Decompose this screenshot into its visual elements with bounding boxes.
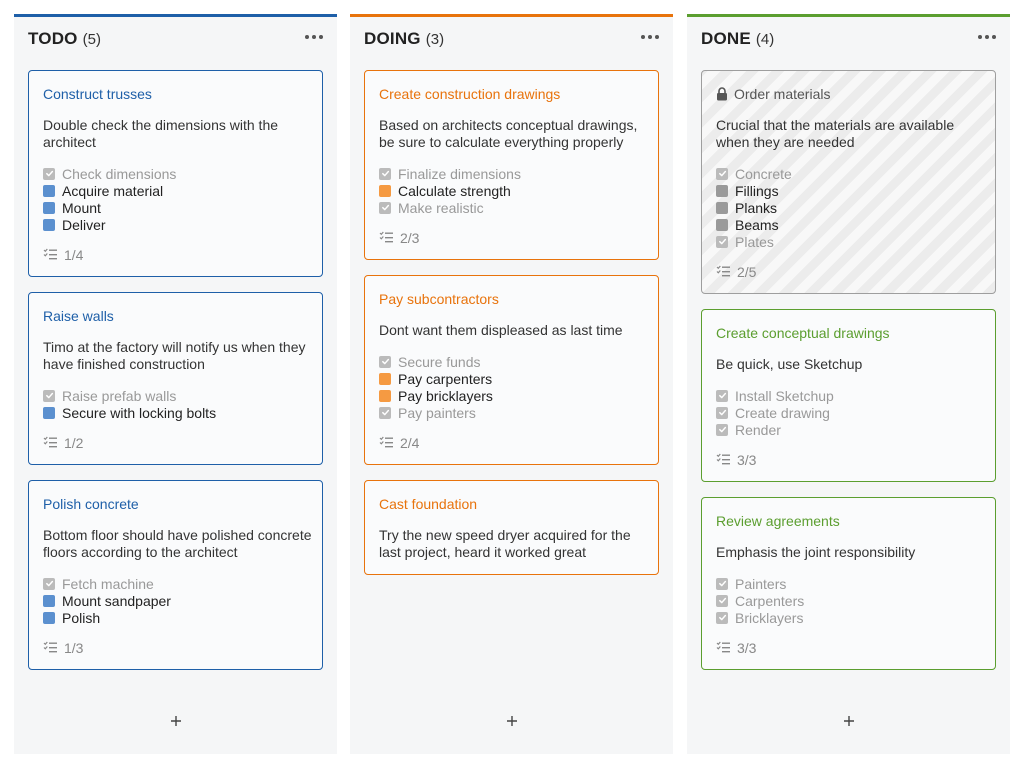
card-title-text: Raise walls (43, 308, 114, 324)
checklist-item[interactable] (43, 575, 154, 592)
task-card[interactable] (701, 70, 996, 294)
checklist-item[interactable] (43, 387, 176, 404)
card-title[interactable] (716, 325, 890, 341)
checklist-item-label: Create drawing (735, 404, 830, 421)
card-title[interactable] (716, 86, 830, 102)
checklist-item-label: Deliver (62, 216, 106, 233)
column-title: TODO (28, 29, 78, 48)
checklist-item-label: Secure funds (398, 353, 481, 370)
checkbox-unchecked-icon[interactable] (379, 185, 391, 197)
checklist-item[interactable] (716, 404, 830, 421)
checklist-item-label: Check dimensions (62, 165, 177, 182)
card-description: Double check the dimensions with the architect (43, 117, 279, 150)
checklist-item-label: Finalize dimensions (398, 165, 521, 182)
progress-count: 1/2 (64, 435, 84, 451)
checklist-item-label: Concrete (735, 165, 792, 182)
card-title-text: Create construction drawings (379, 86, 561, 102)
checklist-item-label: Acquire material (62, 182, 164, 199)
card-description: Dont want them displeased as last time (379, 322, 623, 338)
checkbox-checked-icon[interactable] (716, 407, 728, 419)
card-title-text: Order materials (734, 86, 831, 102)
checkbox-checked-icon[interactable] (379, 202, 391, 214)
checklist-progress (43, 247, 83, 263)
card-title-text: Create conceptual drawings (716, 325, 890, 341)
checklist-item[interactable] (43, 165, 176, 182)
checklist-progress (379, 230, 419, 246)
checklist-progress (716, 264, 756, 280)
checklist-item-label: Planks (735, 199, 778, 216)
checklist-item[interactable] (379, 353, 481, 370)
card-description: Crucial that the materials are available when they are needed (716, 117, 955, 150)
card-title-text: Cast foundation (379, 496, 478, 512)
card-title[interactable] (716, 513, 840, 529)
checklist-progress (43, 640, 83, 656)
checklist-item-label: Raise prefab walls (62, 387, 177, 404)
checklist-item[interactable] (716, 421, 781, 438)
checkbox-checked-icon[interactable] (716, 236, 728, 248)
task-card[interactable] (28, 70, 323, 277)
checkbox-checked-icon[interactable] (716, 168, 728, 180)
checklist-icon (379, 435, 394, 451)
checkbox-unchecked-icon[interactable] (716, 202, 728, 214)
task-card[interactable] (364, 480, 659, 575)
checkbox-unchecked-icon[interactable] (716, 219, 728, 231)
lock-icon (716, 87, 728, 101)
checklist-item-label: Pay carpenters (398, 370, 493, 387)
checklist-item-label: Plates (735, 233, 774, 250)
checkbox-checked-icon[interactable] (716, 424, 728, 436)
checkbox-checked-icon[interactable] (43, 168, 55, 180)
card-description: Bottom floor should have polished concrete floors according to the architect (43, 527, 312, 560)
checklist-item-label: Render (735, 421, 781, 438)
checklist-item[interactable] (716, 575, 786, 592)
column-card-count: (3) (425, 30, 445, 48)
column-done (687, 14, 1010, 754)
card-list (701, 70, 996, 692)
checklist-item[interactable] (43, 404, 216, 421)
checkbox-checked-icon[interactable] (43, 390, 55, 402)
plus-icon (170, 714, 182, 732)
checklist-item[interactable] (43, 182, 163, 199)
checkbox-unchecked-icon[interactable] (43, 202, 55, 214)
checklist-item[interactable] (716, 233, 774, 250)
checkbox-checked-icon[interactable] (716, 612, 728, 624)
checklist-item[interactable] (716, 182, 779, 199)
checklist-icon (43, 640, 58, 656)
column-header (687, 17, 1010, 61)
card-description: Based on architects conceptual drawings, be sure to calculate everything properly (379, 117, 638, 150)
checklist-item[interactable] (716, 592, 804, 609)
checklist-item-label: Fetch machine (62, 575, 154, 592)
checklist-icon (716, 452, 731, 468)
progress-count: 1/3 (64, 640, 84, 656)
checklist-item[interactable] (379, 370, 492, 387)
checklist-item-label: Beams (735, 216, 779, 233)
card-title-text: Polish concrete (43, 496, 139, 512)
checkbox-unchecked-icon[interactable] (43, 185, 55, 197)
card-description: Try the new speed dryer acquired for the last project, heard it worked great (379, 527, 631, 560)
progress-count: 2/4 (400, 435, 420, 451)
card-title[interactable] (43, 86, 152, 102)
more-horizontal-icon[interactable] (305, 30, 323, 44)
card-description: Timo at the factory will notify us when they have finished construction (43, 339, 306, 372)
checkbox-unchecked-icon[interactable] (716, 185, 728, 197)
checklist-item[interactable] (379, 182, 511, 199)
card-description: Be quick, use Sketchup (716, 356, 863, 372)
add-card-button[interactable] (687, 704, 1010, 742)
checklist-item-label: Make realistic (398, 199, 484, 216)
add-card-button[interactable] (14, 704, 337, 742)
checklist-icon (43, 435, 58, 451)
card-title-text: Pay subcontractors (379, 291, 499, 307)
plus-icon (843, 714, 855, 732)
task-card[interactable] (28, 292, 323, 465)
card-list (364, 70, 659, 692)
more-horizontal-icon[interactable] (641, 30, 659, 44)
checklist-item-label: Painters (735, 575, 787, 592)
checklist-progress (716, 452, 756, 468)
add-card-button[interactable] (350, 704, 673, 742)
progress-count: 3/3 (737, 640, 757, 656)
column-header (350, 17, 673, 61)
checklist-icon (379, 230, 394, 246)
checklist-item-label: Mount (62, 199, 101, 216)
checklist-icon (43, 247, 58, 263)
checklist-item[interactable] (716, 199, 777, 216)
checkbox-unchecked-icon[interactable] (43, 219, 55, 231)
column-card-count: (5) (82, 30, 101, 48)
checklist-item[interactable] (43, 199, 101, 216)
column-card-count: (4) (755, 30, 775, 48)
checkbox-checked-icon[interactable] (716, 390, 728, 402)
checklist-icon (716, 640, 731, 656)
checklist-item-label: Carpenters (735, 592, 805, 609)
checkbox-checked-icon[interactable] (716, 595, 728, 607)
more-horizontal-icon[interactable] (978, 30, 996, 44)
checkbox-unchecked-icon[interactable] (379, 390, 391, 402)
column-title: DONE (701, 29, 751, 48)
card-title[interactable] (43, 496, 139, 512)
card-title[interactable] (379, 496, 477, 512)
checklist-item[interactable] (43, 609, 100, 626)
checklist-item[interactable] (379, 165, 521, 182)
progress-count: 2/3 (400, 230, 420, 246)
column-doing (350, 14, 673, 754)
checklist-item[interactable] (716, 387, 834, 404)
checklist-item-label: Pay bricklayers (398, 387, 493, 404)
checklist-item[interactable] (379, 387, 493, 404)
checklist-progress (716, 640, 756, 656)
plus-icon (506, 714, 518, 732)
checkbox-unchecked-icon[interactable] (379, 373, 391, 385)
column-todo (14, 14, 337, 754)
checkbox-unchecked-icon[interactable] (43, 595, 55, 607)
checkbox-checked-icon[interactable] (716, 578, 728, 590)
checklist-item[interactable] (716, 216, 779, 233)
checkbox-unchecked-icon[interactable] (43, 407, 55, 419)
card-title[interactable] (379, 86, 560, 102)
checkbox-checked-icon[interactable] (379, 356, 391, 368)
checklist-item-label: Secure with locking bolts (62, 404, 217, 421)
task-card[interactable] (701, 309, 996, 482)
card-title-text: Review agreements (716, 513, 840, 529)
checkbox-checked-icon[interactable] (379, 168, 391, 180)
progress-count: 1/4 (64, 247, 84, 263)
checklist-item-label: Polish (62, 609, 101, 626)
checklist-item[interactable] (379, 404, 476, 421)
card-title-text: Construct trusses (43, 86, 152, 102)
checklist-icon (716, 264, 731, 280)
column-header (14, 17, 337, 61)
task-card[interactable] (364, 70, 659, 260)
checklist-item-label: Fillings (735, 182, 779, 199)
column-title: DOING (364, 29, 421, 48)
checklist-item-label: Pay painters (398, 404, 476, 421)
progress-count: 3/3 (737, 452, 757, 468)
task-card[interactable] (701, 497, 996, 670)
task-card[interactable] (28, 480, 323, 670)
progress-count: 2/5 (737, 264, 757, 280)
card-title[interactable] (379, 291, 499, 307)
checklist-item[interactable] (43, 592, 171, 609)
checkbox-checked-icon[interactable] (379, 407, 391, 419)
checklist-item-label: Calculate strength (398, 182, 511, 199)
checklist-item-label: Mount sandpaper (62, 592, 171, 609)
checklist-item-label: Bricklayers (735, 609, 804, 626)
card-list (28, 70, 323, 692)
card-title[interactable] (43, 308, 114, 324)
checkbox-unchecked-icon[interactable] (43, 612, 55, 624)
checklist-item[interactable] (716, 165, 792, 182)
checklist-progress (379, 435, 419, 451)
checklist-progress (43, 435, 83, 451)
checklist-item-label: Install Sketchup (735, 387, 834, 404)
checkbox-checked-icon[interactable] (43, 578, 55, 590)
checklist-item[interactable] (716, 609, 803, 626)
task-card[interactable] (364, 275, 659, 465)
card-description: Emphasis the joint responsibility (716, 544, 916, 560)
checklist-item[interactable] (43, 216, 106, 233)
checklist-item[interactable] (379, 199, 484, 216)
